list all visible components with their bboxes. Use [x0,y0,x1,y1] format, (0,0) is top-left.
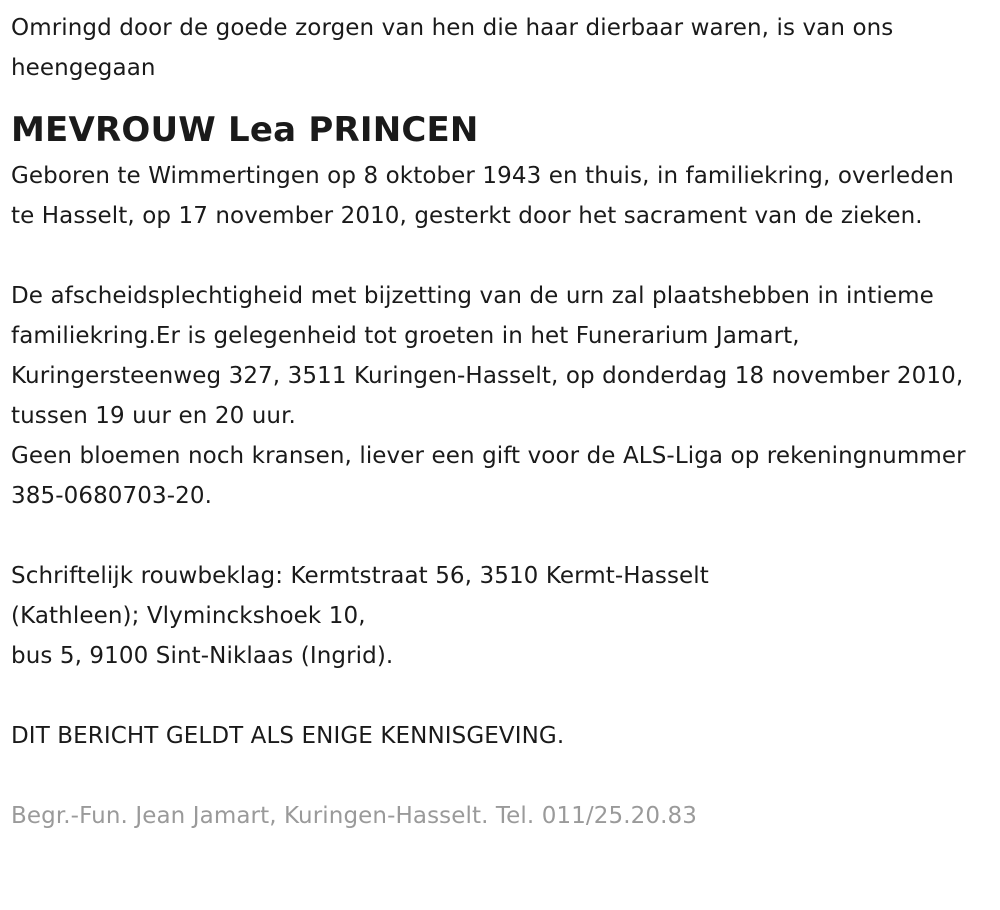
flowers-text: Geen bloemen noch kransen, liever een gift voor de ALS-Liga op rekeningnummer 385-0680703-20. [11,443,966,509]
name-given: Lea [228,110,297,150]
funeral-home-footer: Begr.-Fun. Jean Jamart, Kuringen-Hasselt. Tel. 011/25.20.83 [11,803,697,829]
deceased-name [11,104,980,156]
condolences-line-3: bus 5, 9100 Sint-Niklaas (Ingrid). [11,643,394,669]
name-surname: PRINCEN [308,110,479,150]
spacer [11,236,980,276]
condolences-line-1: Schriftelijk rouwbeklag: Kermtstraat 56, 3510 Kermt-Hasselt [11,563,709,589]
notice-statement: DIT BERICHT GELDT ALS ENIGE KENNISGEVING. [11,723,565,749]
condolences-line-2: (Kathleen); Vlyminckshoek 10, [11,603,366,629]
spacer [11,676,980,716]
birth-death-text: Geboren te Wimmertingen op 8 oktober 1943 en thuis, in familiekring, overleden te Hasselt, op 17 november 2010, gesterkt door het sacrament van de zieken. [11,163,954,229]
spacer [11,516,980,556]
ceremony-text: De afscheidsplechtigheid met bijzetting van de urn zal plaatshebben in intieme familiekring.Er is gelegenheid tot groeten in het Funerarium Jamart, Kuringersteenweg 327, 3511 Kuringen-Hasselt, op donderdag 18 november 2010, tussen 19 uur en 20 uur. [11,283,964,429]
name-title: MEVROUW [11,110,216,150]
intro-text: Omringd door de goede zorgen van hen die haar dierbaar waren, is van ons heengegaan [11,15,894,81]
